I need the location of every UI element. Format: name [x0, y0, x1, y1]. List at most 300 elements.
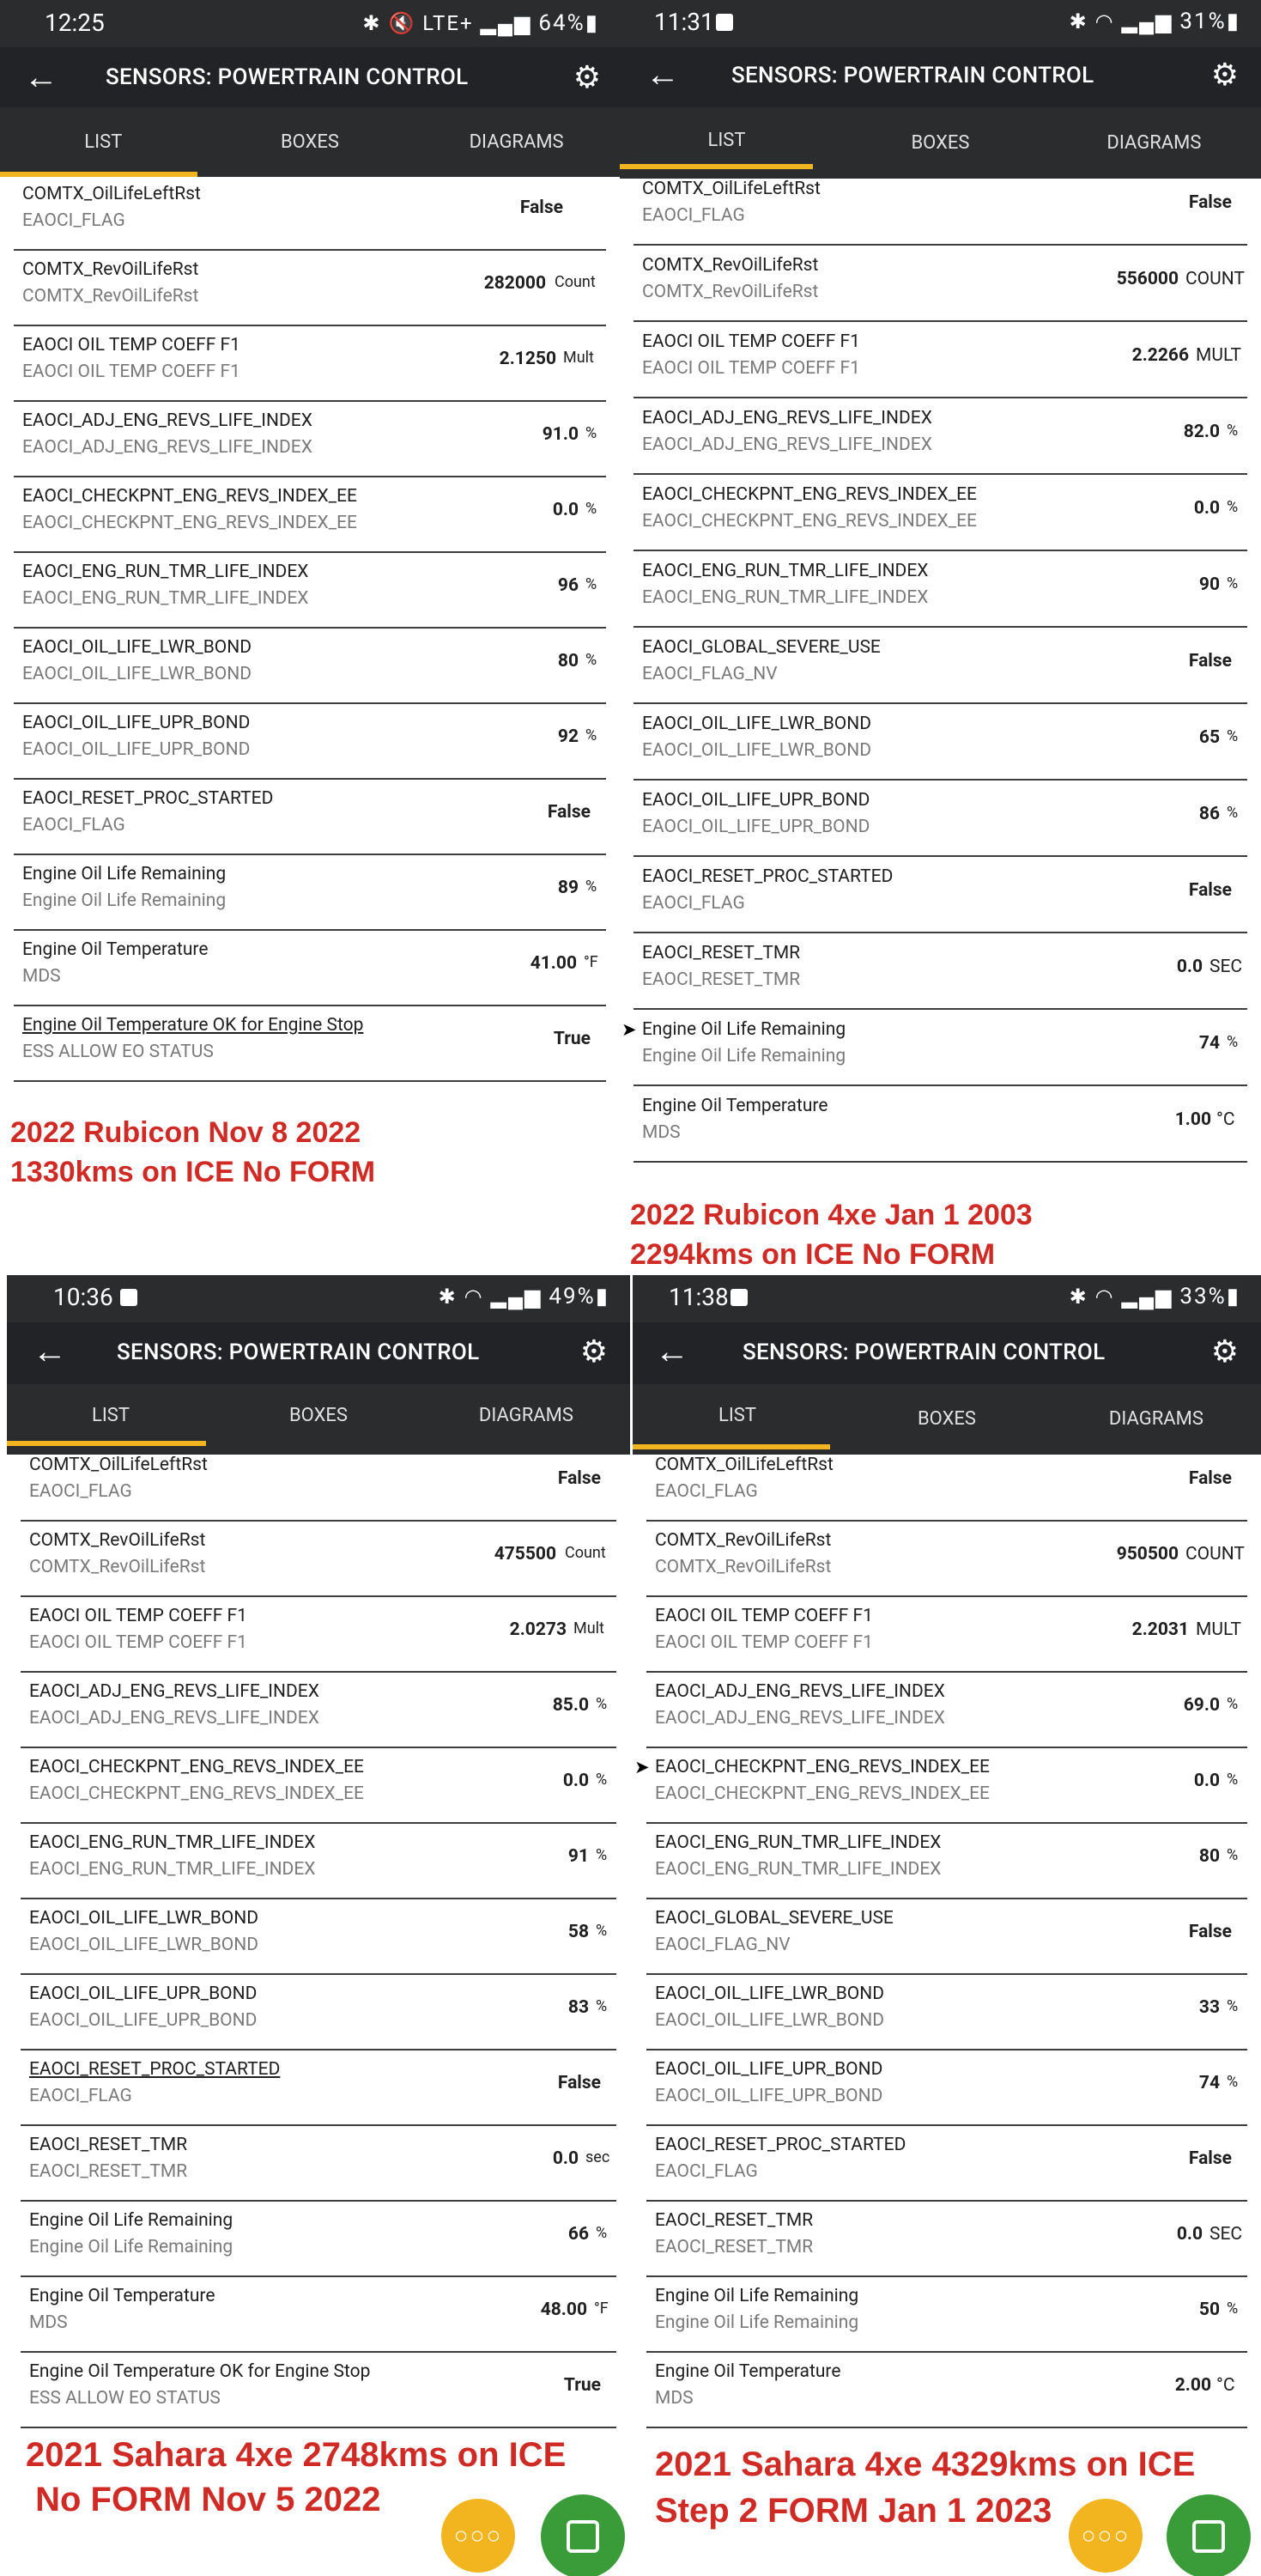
- sensor-row[interactable]: [634, 703, 1247, 781]
- sensor-row[interactable]: [646, 1444, 1247, 1522]
- tab-list[interactable]: LIST: [718, 1405, 756, 1426]
- caption-line: No FORM Nov 5 2022: [26, 2481, 381, 2518]
- sensor-row[interactable]: [21, 2200, 616, 2277]
- sensor-value: 82.0: [1183, 422, 1220, 442]
- sensor-value: 58: [567, 1922, 589, 1942]
- sensor-subname: EAOCI OIL TEMP COEFF F1: [29, 1632, 247, 1653]
- status-signal-icons: ✱ ◠ ▂▄▆: [438, 1285, 543, 1309]
- sensor-name: EAOCI_RESET_TMR: [642, 943, 801, 963]
- sensor-row[interactable]: [14, 325, 606, 402]
- sensor-value: False: [519, 197, 563, 218]
- sensor-subname: ESS ALLOW EO STATUS: [22, 1042, 214, 1062]
- square-icon: [1192, 2520, 1225, 2553]
- sensor-value: False: [557, 1468, 601, 1489]
- sensor-subname: EAOCI_FLAG: [642, 205, 745, 226]
- sensor-name: EAOCI_ENG_RUN_TMR_LIFE_INDEX: [642, 561, 929, 581]
- square-icon: [567, 2520, 599, 2553]
- caption-line: 2021 Sahara 4xe 2748kms on ICE: [26, 2436, 567, 2474]
- sensor-name: EAOCI_OIL_LIFE_LWR_BOND: [29, 1908, 258, 1929]
- status-bar: [633, 1275, 1261, 1322]
- sensor-row[interactable]: [21, 2124, 616, 2202]
- sensor-name: EAOCI_OIL_LIFE_UPR_BOND: [655, 2059, 883, 2080]
- caption-line: 2022 Rubicon 4xe Jan 1 2003: [630, 1199, 1033, 1231]
- sensor-unit: Mult: [573, 1619, 604, 1637]
- sensor-name: EAOCI_OIL_LIFE_UPR_BOND: [29, 1984, 258, 2004]
- sensor-name: EAOCI_CHECKPNT_ENG_REVS_INDEX_EE: [22, 486, 357, 507]
- sensor-value: 91: [567, 1846, 589, 1867]
- sensor-name: Engine Oil Temperature: [642, 1096, 828, 1116]
- sensor-name: Engine Oil Life Remaining: [29, 2210, 233, 2231]
- sensor-value: False: [1188, 192, 1232, 213]
- sensor-row[interactable]: [646, 2124, 1247, 2202]
- sensor-subname: COMTX_RevOilLifeRst: [655, 1557, 832, 1577]
- sensor-subname: EAOCI_ENG_RUN_TMR_LIFE_INDEX: [655, 1859, 942, 1880]
- tab-bar: [0, 107, 620, 177]
- sensor-subname: EAOCI_FLAG: [22, 210, 125, 231]
- sensor-subname: EAOCI_RESET_TMR: [642, 969, 801, 990]
- notification-icon: [731, 1289, 748, 1306]
- sensor-subname: EAOCI_ADJ_ENG_REVS_LIFE_INDEX: [655, 1708, 945, 1728]
- sensor-row[interactable]: [646, 1595, 1247, 1673]
- sensor-subname: Engine Oil Life Remaining: [642, 1046, 846, 1066]
- sensor-unit: SEC: [1209, 2224, 1243, 2245]
- sensor-row[interactable]: [14, 1005, 606, 1082]
- sensor-name: COMTX_OilLifeLeftRst: [22, 184, 201, 204]
- caption-line: 2022 Rubicon Nov 8 2022: [10, 1116, 361, 1149]
- sensor-subname: EAOCI_OIL_LIFE_LWR_BOND: [22, 664, 252, 684]
- sensor-value: 85.0: [552, 1695, 589, 1716]
- notification-icon: [716, 14, 733, 31]
- sensor-row[interactable]: [21, 1822, 616, 1899]
- caption-line: 2294kms on ICE No FORM: [630, 1238, 996, 1271]
- screenshot-panel: [0, 0, 620, 1271]
- sensor-row[interactable]: [634, 474, 1247, 551]
- sensor-subname: MDS: [642, 1122, 681, 1143]
- sensor-row[interactable]: [621, 1009, 1247, 1086]
- status-time: 10:36: [53, 1283, 113, 1311]
- sensor-unit: %: [1227, 1695, 1239, 1713]
- sensor-row[interactable]: [634, 856, 1247, 933]
- sensor-row[interactable]: [646, 1671, 1247, 1748]
- sensor-name: EAOCI_ADJ_ENG_REVS_LIFE_INDEX: [22, 410, 312, 431]
- sensor-row[interactable]: [646, 2200, 1247, 2277]
- sensor-name: EAOCI_RESET_TMR: [655, 2210, 814, 2231]
- sensor-unit: %: [1227, 804, 1239, 822]
- sensor-value: 282000: [483, 273, 546, 294]
- status-time: 11:38: [669, 1283, 729, 1311]
- sensor-value: 556000: [1116, 269, 1179, 289]
- sensor-subname: EAOCI_OIL_LIFE_UPR_BOND: [22, 739, 251, 760]
- status-icons: [1070, 9, 1240, 34]
- sensor-name: EAOCI_ENG_RUN_TMR_LIFE_INDEX: [655, 1832, 942, 1853]
- sensor-row[interactable]: [646, 1898, 1247, 1975]
- sensor-unit: %: [596, 1922, 608, 1940]
- back-arrow-icon[interactable]: ←: [655, 1331, 689, 1371]
- sensor-name: EAOCI_RESET_PROC_STARTED: [22, 788, 274, 809]
- sensor-row[interactable]: [21, 2275, 616, 2353]
- sensor-row[interactable]: [14, 249, 606, 326]
- sensor-unit: %: [1227, 1846, 1239, 1864]
- sensor-row[interactable]: [21, 1595, 616, 1673]
- back-arrow-icon[interactable]: ←: [646, 54, 680, 94]
- sensor-unit: %: [585, 726, 597, 744]
- sensor-name: COMTX_RevOilLifeRst: [642, 255, 819, 276]
- sensor-value: 74: [1198, 1033, 1220, 1054]
- sensor-subname: EAOCI_CHECKPNT_ENG_REVS_INDEX_EE: [642, 511, 977, 532]
- sensor-name: EAOCI_CHECKPNT_ENG_REVS_INDEX_EE: [655, 1757, 990, 1777]
- sensor-value: True: [553, 1029, 591, 1049]
- sensor-subname: EAOCI_OIL_LIFE_UPR_BOND: [655, 2086, 883, 2106]
- sensor-unit: %: [1227, 498, 1239, 516]
- sensor-name: COMTX_OilLifeLeftRst: [29, 1455, 208, 1475]
- sensor-row[interactable]: [21, 1671, 616, 1748]
- sensor-subname: EAOCI_FLAG: [29, 1481, 132, 1502]
- sensor-value: 69.0: [1183, 1695, 1220, 1716]
- sensor-name: Engine Oil Temperature: [29, 2286, 215, 2306]
- sensor-unit: %: [1227, 574, 1239, 592]
- sensor-name: EAOCI_GLOBAL_SEVERE_USE: [655, 1908, 894, 1929]
- sensor-subname: EAOCI_ADJ_ENG_REVS_LIFE_INDEX: [22, 437, 312, 458]
- sensor-name: EAOCI_ENG_RUN_TMR_LIFE_INDEX: [22, 562, 309, 582]
- sensor-subname: COMTX_RevOilLifeRst: [22, 286, 199, 307]
- sensor-row[interactable]: [634, 627, 1247, 704]
- battery-indicator: 33%▮: [1179, 1284, 1240, 1309]
- sensor-unit: COUNT: [1185, 269, 1245, 289]
- sensor-name: COMTX_OilLifeLeftRst: [655, 1455, 834, 1475]
- sensor-subname: EAOCI_FLAG_NV: [655, 1935, 791, 1955]
- sensor-unit: SEC: [1209, 957, 1243, 977]
- sensor-name: EAOCI_ADJ_ENG_REVS_LIFE_INDEX: [655, 1681, 945, 1702]
- sensor-name: EAOCI OIL TEMP COEFF F1: [29, 1606, 247, 1626]
- sensor-name: EAOCI_CHECKPNT_ENG_REVS_INDEX_EE: [29, 1757, 364, 1777]
- battery-indicator: 49%▮: [549, 1284, 609, 1309]
- app-bar: [633, 1322, 1261, 1384]
- sensor-name: EAOCI_ADJ_ENG_REVS_LIFE_INDEX: [29, 1681, 319, 1702]
- tab-list[interactable]: LIST: [0, 107, 207, 177]
- sensor-subname: EAOCI_RESET_TMR: [29, 2161, 188, 2182]
- sensor-unit: °C: [1216, 2375, 1235, 2396]
- sensor-value: 90: [1198, 574, 1220, 595]
- sensor-name: COMTX_OilLifeLeftRst: [642, 179, 821, 199]
- sensor-name: Engine Oil Temperature: [22, 939, 209, 960]
- tab-diagrams[interactable]: DIAGRAMS: [1108, 1408, 1203, 1430]
- sensor-value: False: [1188, 651, 1232, 671]
- sensor-value: False: [557, 2073, 601, 2093]
- sensor-row[interactable]: [14, 854, 606, 931]
- sensor-subname: EAOCI_FLAG: [22, 815, 125, 835]
- screenshot-panel: [7, 1275, 630, 2576]
- sensor-name: EAOCI_ADJ_ENG_REVS_LIFE_INDEX: [642, 408, 932, 428]
- photo-caption: [630, 1195, 1033, 1271]
- sensor-row[interactable]: [21, 2049, 616, 2126]
- app-bar: [7, 1322, 630, 1384]
- sensor-unit: COUNT: [1185, 1544, 1245, 1564]
- sensor-subname: EAOCI_ENG_RUN_TMR_LIFE_INDEX: [642, 587, 929, 608]
- sensor-row[interactable]: [21, 1520, 616, 1597]
- sensor-value: 0.0: [1193, 1771, 1220, 1791]
- tab-boxes[interactable]: BOXES: [917, 1408, 976, 1430]
- tab-boxes[interactable]: BOXES: [280, 131, 339, 153]
- sensor-unit: %: [596, 1846, 608, 1864]
- sensor-value: 0.0: [552, 2148, 579, 2169]
- sensor-unit: %: [596, 1997, 608, 2015]
- sensor-subname: COMTX_RevOilLifeRst: [642, 282, 819, 302]
- more-options-button[interactable]: [441, 2499, 515, 2573]
- sensor-subname: EAOCI_OIL_LIFE_LWR_BOND: [29, 1935, 258, 1955]
- sensor-subname: ESS ALLOW EO STATUS: [29, 2388, 221, 2409]
- sensor-value: 89: [557, 878, 579, 898]
- sensor-value: 41.00: [530, 953, 577, 974]
- sensor-subname: Engine Oil Life Remaining: [22, 890, 227, 911]
- sensor-row[interactable]: [634, 550, 1247, 628]
- page-title: SENSORS: POWERTRAIN CONTROL: [743, 1340, 1106, 1365]
- sensor-row[interactable]: [14, 778, 606, 855]
- tab-diagrams[interactable]: DIAGRAMS: [469, 131, 564, 153]
- sensor-value: True: [563, 2375, 601, 2396]
- page-title: SENSORS: POWERTRAIN CONTROL: [731, 63, 1094, 88]
- sensor-subname: EAOCI OIL TEMP COEFF F1: [22, 361, 240, 382]
- sensor-unit: %: [1227, 2300, 1239, 2318]
- sensor-subname: EAOCI_RESET_TMR: [655, 2237, 814, 2257]
- sensor-unit: %: [1227, 2073, 1239, 2091]
- sensor-subname: EAOCI_FLAG: [29, 2086, 132, 2106]
- sensor-subname: EAOCI_CHECKPNT_ENG_REVS_INDEX_EE: [655, 1783, 990, 1804]
- sensor-row[interactable]: [634, 168, 1247, 246]
- sensor-value: 50: [1198, 2300, 1220, 2320]
- sensor-name: Engine Oil Temperature OK for Engine Stop: [22, 1015, 364, 1036]
- sensor-value: 2.2031: [1131, 1619, 1189, 1640]
- sensor-unit: Mult: [563, 349, 594, 367]
- sensor-value: 2.0273: [509, 1619, 567, 1640]
- sensor-value: 950500: [1116, 1544, 1179, 1564]
- sensor-unit: %: [1227, 1771, 1239, 1789]
- sensor-subname: EAOCI_FLAG: [655, 2161, 758, 2182]
- sensor-row[interactable]: [21, 2351, 616, 2428]
- sensor-value: 74: [1198, 2073, 1220, 2093]
- status-icons: [362, 10, 599, 36]
- sensor-name: EAOCI_OIL_LIFE_LWR_BOND: [22, 637, 252, 658]
- sensor-name: EAOCI_OIL_LIFE_UPR_BOND: [22, 713, 251, 733]
- sensor-unit: sec: [585, 2148, 610, 2166]
- sensor-row[interactable]: [14, 400, 606, 477]
- sensor-value: 0.0: [1176, 2224, 1203, 2245]
- screenshot-panel: [620, 0, 1261, 1271]
- sensor-unit: %: [1227, 1997, 1239, 2015]
- sensor-name: EAOCI_RESET_TMR: [29, 2135, 188, 2155]
- sensor-row[interactable]: [14, 173, 606, 251]
- sensor-name: COMTX_RevOilLifeRst: [22, 259, 199, 280]
- sensor-unit: Count: [565, 1544, 606, 1562]
- more-options-button[interactable]: [1069, 2499, 1143, 2573]
- sensor-row[interactable]: [634, 1085, 1247, 1163]
- sensor-row[interactable]: [646, 2351, 1247, 2428]
- sensor-name: Engine Oil Temperature: [655, 2361, 841, 2382]
- sensor-value: 65: [1198, 727, 1220, 748]
- sensor-unit: %: [585, 424, 597, 442]
- sensor-subname: EAOCI_ADJ_ENG_REVS_LIFE_INDEX: [642, 434, 932, 455]
- tab-boxes[interactable]: BOXES: [911, 132, 970, 154]
- sensor-subname: EAOCI_FLAG: [642, 893, 745, 914]
- sensor-subname: EAOCI_ENG_RUN_TMR_LIFE_INDEX: [29, 1859, 316, 1880]
- sensor-unit: °F: [594, 2300, 609, 2318]
- sensor-row[interactable]: [634, 780, 1247, 857]
- sensor-name: EAOCI_OIL_LIFE_UPR_BOND: [642, 790, 870, 811]
- sensor-subname: EAOCI_OIL_LIFE_UPR_BOND: [642, 817, 870, 837]
- status-signal-icons: ✱ 🔇 LTE+ ▂▄▆: [362, 11, 532, 35]
- sensor-unit: MULT: [1196, 345, 1241, 366]
- sensor-row[interactable]: [646, 2049, 1247, 2126]
- sensor-row[interactable]: [634, 321, 1247, 398]
- sensor-name: Engine Oil Life Remaining: [655, 2286, 859, 2306]
- app-bar: [0, 47, 620, 107]
- sensor-name: EAOCI OIL TEMP COEFF F1: [22, 335, 240, 355]
- sensor-unit: %: [596, 2224, 608, 2242]
- sensor-unit: %: [1227, 727, 1239, 745]
- gear-icon[interactable]: ⚙: [1210, 1334, 1239, 1370]
- photo-caption: [10, 1113, 375, 1192]
- sensor-name: EAOCI OIL TEMP COEFF F1: [655, 1606, 873, 1626]
- sensor-value: False: [1188, 1468, 1232, 1489]
- status-bar: [7, 1275, 630, 1322]
- status-time: 11:31: [654, 8, 714, 36]
- gear-icon[interactable]: ⚙: [1210, 57, 1239, 93]
- sensor-value: 33: [1198, 1997, 1220, 2018]
- sensor-subname: MDS: [655, 2388, 694, 2409]
- sensor-row[interactable]: [14, 551, 606, 629]
- sensor-subname: MDS: [22, 966, 61, 987]
- sensor-value: 66: [567, 2224, 589, 2245]
- sensor-value: False: [1188, 1922, 1232, 1942]
- sensor-unit: °C: [1216, 1109, 1235, 1130]
- sensor-row[interactable]: [646, 2275, 1247, 2353]
- sensor-value: 83: [567, 1997, 589, 2018]
- app-bar: [620, 47, 1261, 107]
- sensor-subname: EAOCI_OIL_LIFE_UPR_BOND: [29, 2010, 258, 2031]
- sensor-row[interactable]: [21, 1444, 616, 1522]
- sensor-subname: EAOCI_ENG_RUN_TMR_LIFE_INDEX: [22, 588, 309, 609]
- caption-line: Step 2 FORM Jan 1 2023: [655, 2492, 1052, 2530]
- sensor-value: False: [1188, 2148, 1232, 2169]
- sensor-subname: EAOCI_OIL_LIFE_LWR_BOND: [642, 740, 871, 761]
- stop-button[interactable]: [1167, 2494, 1251, 2576]
- sensor-name: EAOCI_RESET_PROC_STARTED: [642, 866, 894, 887]
- sensor-subname: EAOCI OIL TEMP COEFF F1: [655, 1632, 873, 1653]
- sensor-value: 91.0: [542, 424, 579, 445]
- page-title: SENSORS: POWERTRAIN CONTROL: [106, 64, 469, 90]
- sensor-name: EAOCI_RESET_PROC_STARTED: [29, 2059, 281, 2080]
- sensor-subname: EAOCI_CHECKPNT_ENG_REVS_INDEX_EE: [22, 513, 357, 533]
- sensor-row[interactable]: [634, 1747, 1247, 1824]
- sensor-value: 0.0: [552, 500, 579, 520]
- back-arrow-icon[interactable]: ←: [33, 1331, 67, 1371]
- sensor-value: 2.2266: [1131, 345, 1189, 366]
- sensor-unit: MULT: [1196, 1619, 1241, 1640]
- sensor-row[interactable]: [634, 933, 1247, 1010]
- stop-button[interactable]: [541, 2494, 625, 2576]
- sensor-value: False: [547, 802, 591, 823]
- sensor-unit: Count: [555, 273, 596, 291]
- notification-icon: [120, 1289, 137, 1306]
- sensor-subname: Engine Oil Life Remaining: [655, 2312, 859, 2333]
- sensor-value: 2.1250: [499, 349, 556, 369]
- sensor-row[interactable]: [646, 1520, 1247, 1597]
- tab-diagrams[interactable]: DIAGRAMS: [478, 1405, 573, 1426]
- gear-icon[interactable]: ⚙: [573, 59, 601, 95]
- sensor-value: 2.00: [1174, 2375, 1211, 2396]
- sensor-subname: MDS: [29, 2312, 68, 2333]
- sensor-name: COMTX_RevOilLifeRst: [29, 1530, 206, 1551]
- sensor-unit: %: [596, 1771, 608, 1789]
- sensor-unit: %: [1227, 422, 1239, 440]
- sensor-name: Engine Oil Life Remaining: [642, 1019, 846, 1040]
- tab-list[interactable]: LIST: [707, 130, 746, 151]
- sensor-row[interactable]: [14, 929, 606, 1006]
- sensor-subname: EAOCI_ADJ_ENG_REVS_LIFE_INDEX: [29, 1708, 319, 1728]
- sensor-value: 475500: [494, 1544, 556, 1564]
- sensor-row[interactable]: [14, 702, 606, 780]
- pointer-arrow-icon: ➤: [621, 1020, 637, 1041]
- sensor-value: 0.0: [1176, 957, 1203, 977]
- sensor-value: 80: [1198, 1846, 1220, 1867]
- sensor-subname: EAOCI_CHECKPNT_ENG_REVS_INDEX_EE: [29, 1783, 364, 1804]
- tab-boxes[interactable]: BOXES: [288, 1405, 348, 1426]
- page-title: SENSORS: POWERTRAIN CONTROL: [117, 1340, 480, 1365]
- sensor-row[interactable]: [646, 1822, 1247, 1899]
- status-icons: [1070, 1284, 1240, 1309]
- caption-line: 2021 Sahara 4xe 4329kms on ICE: [655, 2445, 1196, 2483]
- sensor-value: 48.00: [540, 2300, 587, 2320]
- status-time: 12:25: [45, 9, 105, 37]
- sensor-row[interactable]: [646, 1973, 1247, 2050]
- sensor-value: 92: [557, 726, 579, 747]
- screenshot-panel: [633, 1275, 1261, 2576]
- sensor-unit: %: [596, 1695, 608, 1713]
- sensor-subname: EAOCI_FLAG: [655, 1481, 758, 1502]
- status-bar: [620, 0, 1261, 47]
- gear-icon[interactable]: ⚙: [579, 1334, 608, 1370]
- sensor-value: 96: [557, 575, 579, 596]
- sensor-value: 1.00: [1174, 1109, 1211, 1130]
- sensor-row[interactable]: [634, 245, 1247, 322]
- sensor-name: EAOCI OIL TEMP COEFF F1: [642, 331, 860, 352]
- battery-indicator: 31%▮: [1179, 9, 1240, 34]
- sensor-unit: %: [1227, 1033, 1239, 1051]
- sensor-unit: %: [585, 575, 597, 593]
- sensor-row[interactable]: [21, 1898, 616, 1975]
- sensor-name: EAOCI_ENG_RUN_TMR_LIFE_INDEX: [29, 1832, 316, 1853]
- sensor-name: EAOCI_RESET_PROC_STARTED: [655, 2135, 906, 2155]
- sensor-row[interactable]: [14, 627, 606, 704]
- sensor-row[interactable]: [634, 398, 1247, 475]
- sensor-row[interactable]: [21, 1973, 616, 2050]
- tab-diagrams[interactable]: DIAGRAMS: [1106, 132, 1202, 154]
- back-arrow-icon[interactable]: ←: [24, 57, 58, 97]
- sensor-subname: EAOCI_FLAG_NV: [642, 664, 778, 684]
- sensor-unit: %: [585, 878, 597, 896]
- sensor-value: False: [1188, 880, 1232, 901]
- status-icons: [439, 1284, 609, 1309]
- sensor-value: 80: [557, 651, 579, 671]
- sensor-subname: EAOCI_OIL_LIFE_LWR_BOND: [655, 2010, 884, 2031]
- sensor-row[interactable]: [14, 476, 606, 553]
- sensor-unit: %: [585, 651, 597, 669]
- sensor-value: 86: [1198, 804, 1220, 824]
- tab-list[interactable]: LIST: [91, 1405, 130, 1426]
- sensor-name: EAOCI_GLOBAL_SEVERE_USE: [642, 637, 881, 658]
- sensor-name: EAOCI_CHECKPNT_ENG_REVS_INDEX_EE: [642, 484, 977, 505]
- sensor-name: Engine Oil Temperature OK for Engine Stop: [29, 2361, 371, 2382]
- sensor-row[interactable]: [21, 1747, 616, 1824]
